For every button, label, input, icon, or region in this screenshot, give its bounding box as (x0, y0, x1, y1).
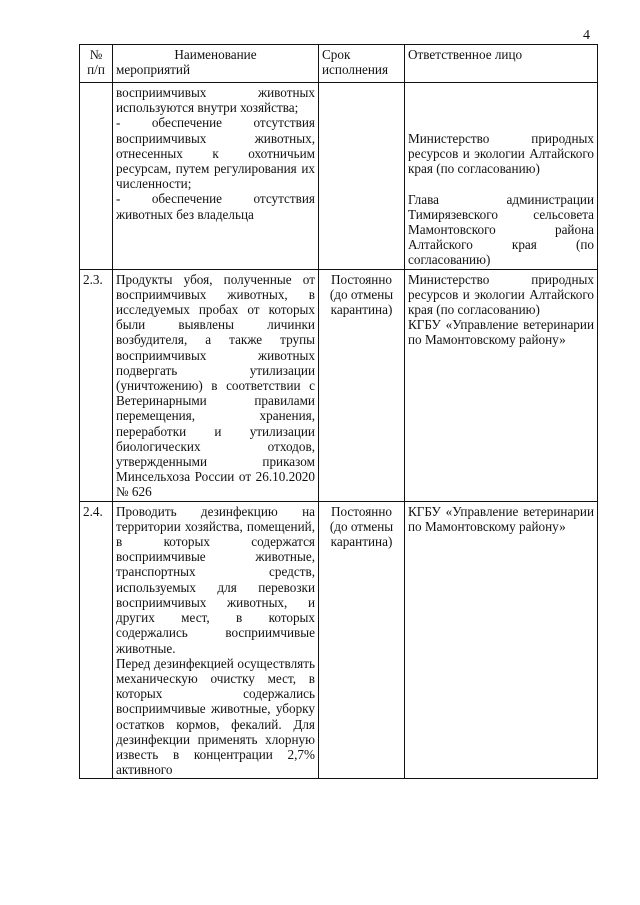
row-num: 2.4. (80, 501, 113, 779)
row-num (80, 83, 113, 270)
measure-paragraph: Продукты убоя, полученные от восприимчивых животных, в исследуемых пробах от которых были выявлены личинки возбудителя, а также трупы восприимчивых животных подвергать утилизации (уничтожению) в соответствии с Ветеринарными правилами перемещения, хранения, переработки и утилизации биологических отходов, утвержденными приказом Минсельхоза России от 26.10.2020 № 626 (116, 271, 315, 500)
row-term: Постоянно (до отмены карантина) (319, 269, 405, 501)
header-term-line2: исполнения (322, 62, 389, 78)
measure-paragraph: Проводить дезинфекцию на территории хозяйства, помещений, в которых содержатся восприимчивые животные, транспортных средств, используемых для перевозки восприимчивых животных, и других мест, в которых содержались восприимчивые животные. (116, 503, 315, 656)
responsible-paragraph: Министерство природных ресурсов и экологии Алтайского края (по согласованию) (408, 131, 594, 177)
header-num-line1: № (89, 47, 103, 62)
table-row (80, 501, 598, 779)
header-num-line2: п/п (87, 62, 105, 78)
header-num (80, 45, 113, 83)
row-measure (113, 83, 319, 270)
row-measure (113, 501, 319, 779)
header-term-line1: Срок (322, 47, 351, 62)
row-responsible (405, 83, 598, 270)
measure-paragraph: - обеспечение отсутствия восприимчивых животных, отнесенных к охотничьим ресурсам, путем регулирования их численности; (116, 115, 315, 192)
measure-paragraph: восприимчивых животных используются внутри хозяйства; (116, 85, 315, 116)
row-term (319, 83, 405, 270)
measure-paragraph: - обеспечение отсутствия животных без владельца (116, 191, 315, 222)
table-header-row (80, 45, 598, 83)
header-responsible: Ответственное лицо (405, 45, 598, 83)
responsible-paragraph: Глава администрации Тимирязевского сельсовета Мамонтовского района Алтайского края (по согласованию) (408, 191, 594, 268)
header-name-line1: Наименование (174, 47, 257, 62)
row-responsible (405, 501, 598, 779)
header-term (319, 45, 405, 83)
responsible-paragraph: КГБУ «Управление ветеринарии по Мамонтовскому району» (408, 317, 594, 348)
measure-paragraph: Перед дезинфекцией осуществлять механическую очистку мест, в которых содержались восприимчивые животные, уборку остатков кормов, фекалий. Для дезинфекции применять хлорную известь в концентрации 2,7% активного (116, 655, 315, 778)
row-term: Постоянно (до отмены карантина) (319, 501, 405, 779)
page-number: 4 (583, 28, 590, 43)
row-responsible (405, 269, 598, 501)
table-row (80, 83, 598, 270)
header-name-line2: мероприятий (116, 62, 191, 78)
table-row (80, 269, 598, 501)
row-measure (113, 269, 319, 501)
row-num: 2.3. (80, 269, 113, 501)
header-name (113, 45, 319, 83)
responsible-paragraph: КГБУ «Управление ветеринарии по Мамонтовскому району» (408, 503, 594, 534)
measures-table (79, 44, 598, 779)
responsible-paragraph: Министерство природных ресурсов и экологии Алтайского края (по согласованию) (408, 271, 594, 318)
